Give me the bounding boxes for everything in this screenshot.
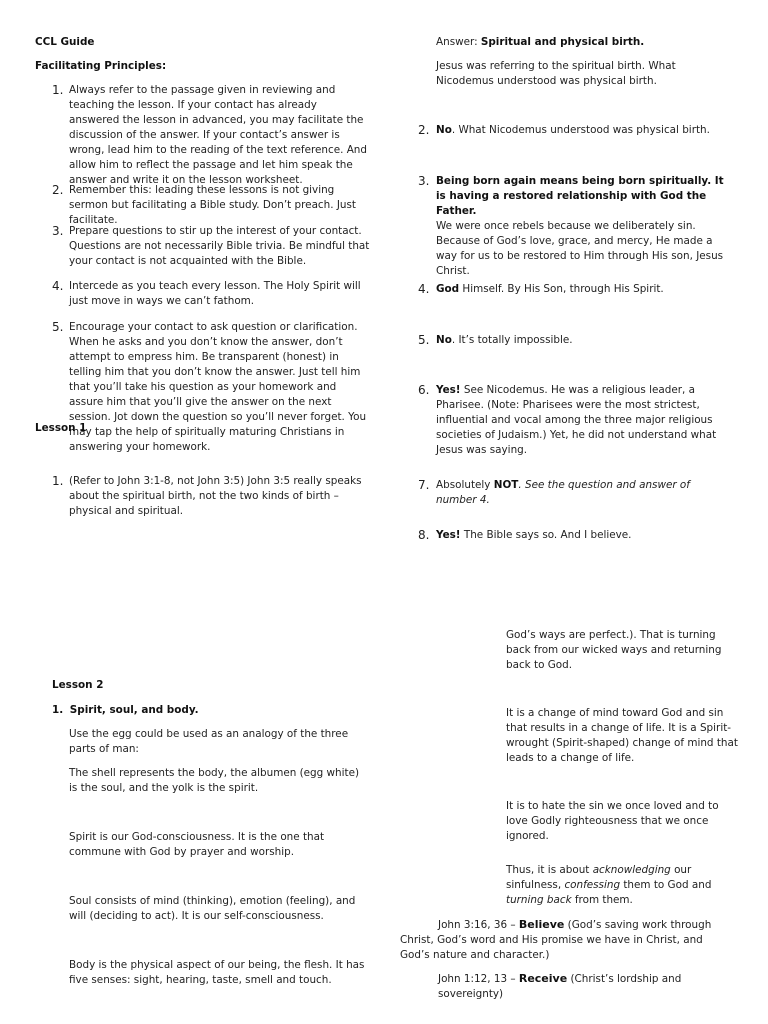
facilitating-heading: Facilitating Principles: bbox=[35, 60, 167, 72]
principle-item: 1. Always refer to the passage given in reviewing and teaching the lesson. If your contact has already answered the lesson in advanced, you may facilitate the discussion of the answer. If your contact’s answer is wrong, lead him to the reading of the text reference. And allow him to reflect the passage and let him speak the answer and write it on the lesson worksheet. bbox=[52, 83, 367, 186]
page-title bbox=[35, 35, 375, 50]
repentance-para-1: God’s ways are perfect.). That is turning back from our wicked ways and returning back to God. bbox=[506, 629, 722, 671]
answer-item-5: 5. No. It’s totally impossible. bbox=[418, 333, 573, 347]
receive-line: John 1:12, 13 – Receive (Christ’s lordship and sovereignty) bbox=[438, 972, 682, 1000]
lesson2-para: Use the egg could be used as an analogy of the three parts of man: bbox=[69, 728, 349, 755]
answer-item-6: 6. Yes! See Nicodemus. He was a religious leader, a Pharisee. (Note: Pharisees were the most strictest, influential and vocal among the three major religious societies of Judaism.) Yet, he did not understand what Jesus was saying. bbox=[418, 383, 717, 456]
answer-item-3: 3. Being born again means being born spiritually. It is having a restored relationship with God the Father. We were once rebels because we deliberately sin. Because of God’s love, grace, and mercy, He made a way for us to be restored to Him through His son, Jesus Christ. bbox=[418, 174, 724, 277]
answer-item-4: 4. God Himself. By His Son, through His Spirit. bbox=[418, 282, 664, 296]
repentance-para-3: It is to hate the sin we once loved and to love Godly righteousness that we once ignored. bbox=[506, 800, 719, 842]
principle-item: 2. Remember this: leading these lessons is not giving sermon but facilitating a Bible study. Don’t preach. Just facilitate. bbox=[52, 183, 356, 226]
lesson2-para: Spirit is our God-consciousness. It is the one that commune with God by prayer and worship. bbox=[69, 831, 325, 858]
lesson2-heading: Lesson 2 bbox=[52, 679, 104, 691]
answer-line: Answer: Spiritual and physical birth. bbox=[436, 36, 645, 48]
lesson2-para: The shell represents the body, the albumen (egg white) is the soul, and the yolk is the spirit. bbox=[69, 767, 360, 794]
answer-note: Jesus was referring to the spiritual birth. What Nicodemus understood was physical birth. bbox=[436, 60, 676, 87]
lesson2-para: Body is the physical aspect of our being, the flesh. It has five senses: sight, hearing, taste, smell and touch. bbox=[69, 959, 365, 986]
answer-item-8: 8. Yes! The Bible says so. And I believe. bbox=[418, 528, 632, 542]
principle-item: 5. Encourage your contact to ask question or clarification. When he asks and you don’t know the answer, don’t attempt to empress him. Be transparent (honest) in telling him that you don’t know the answer. Just tell him that you’ll take his question as your homework and assure him that you’ll give the answer on the next session. Jot down the question so you’ll never forget. You may tap the help of spiritually maturing Christians in answering your homework. bbox=[52, 320, 367, 453]
answer-item-7: 7. Absolutely NOT. See the question and answer of number 4. bbox=[418, 478, 690, 506]
believe-line: John 3:16, 36 – Believe (God’s saving work through Christ, God’s word and His promise we have in Christ, and God’s nature and character.) bbox=[400, 918, 712, 961]
lesson1-heading: Lesson 1 bbox=[35, 422, 87, 434]
principle-item: 4. Intercede as you teach every lesson. The Holy Spirit will just move in ways we can’t fathom. bbox=[52, 279, 361, 307]
repentance-para-4: Thus, it is about acknowledging our sinfulness, confessing them to God and turning back from them. bbox=[506, 864, 712, 906]
doc-title: CCL Guide bbox=[35, 36, 95, 48]
lesson1-item-1: 1. (Refer to John 3:1-8, not John 3:5) John 3:5 really speaks about the spiritual birth, not the two kinds of birth – physical and spiritual. bbox=[52, 474, 362, 517]
repentance-para-2: It is a change of mind toward God and sin that results in a change of life. It is a Spirit-wrought (Spirit-shaped) change of mind that leads to a change of life. bbox=[506, 707, 738, 764]
lesson2-para: Soul consists of mind (thinking), emotion (feeling), and will (deciding to act). It is our self-consciousness. bbox=[69, 895, 356, 922]
principle-item: 3. Prepare questions to stir up the interest of your contact. Questions are not necessarily Bible trivia. Be mindful that your contact is not acquainted with the Bible. bbox=[52, 224, 370, 267]
lesson2-item-title: 1. Spirit, soul, and body. bbox=[52, 704, 199, 716]
answer-item-2: 2. No. What Nicodemus understood was physical birth. bbox=[418, 123, 710, 137]
